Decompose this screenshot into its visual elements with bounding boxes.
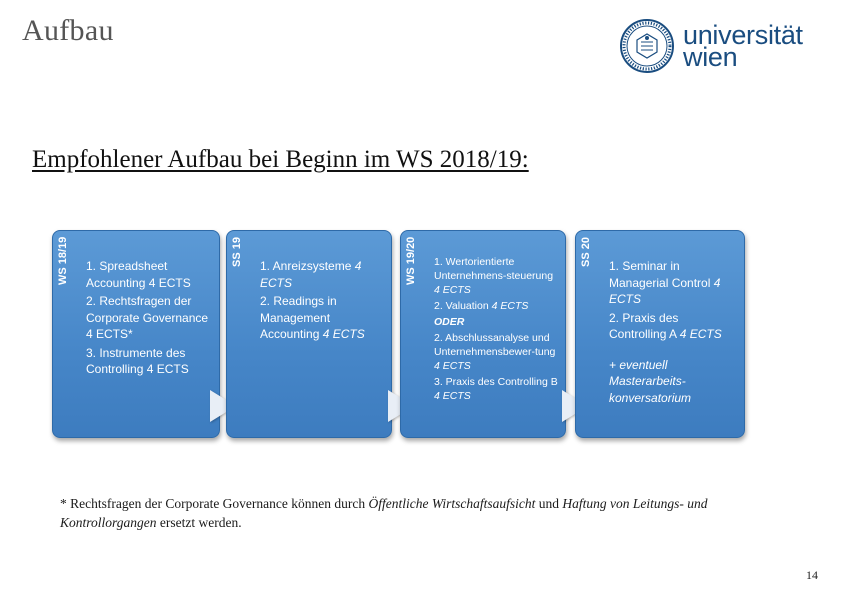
course-item bbox=[434, 331, 559, 373]
course-item bbox=[434, 255, 559, 297]
ects-label: 4 ECTS bbox=[434, 284, 471, 296]
alternative-label: ODER bbox=[434, 316, 465, 328]
university-wordmark bbox=[683, 20, 803, 72]
footnote-emphasis: Haftung von Leitungs- und Kontrollorgangen bbox=[60, 496, 708, 530]
logo-line-1: universität bbox=[683, 20, 803, 50]
university-seal-icon bbox=[619, 18, 675, 74]
course-text: 1. Wertorientierte Unternehmens-steuerung bbox=[434, 256, 554, 282]
course-item bbox=[260, 258, 385, 291]
course-text: 3. Instrumente des Controlling 4 ECTS bbox=[86, 345, 189, 376]
course-item bbox=[609, 258, 738, 308]
course-text: 1. Seminar in Managerial Control bbox=[609, 259, 711, 290]
course-item bbox=[86, 293, 213, 343]
course-text: 2. Readings in Management Accounting bbox=[260, 294, 337, 341]
logo-line-2: wien bbox=[683, 42, 738, 72]
course-text: 1. Anreizsysteme bbox=[260, 259, 352, 273]
course-item bbox=[609, 310, 738, 343]
course-text: 2. Praxis des Controlling A bbox=[609, 310, 679, 341]
footnote-text: und bbox=[535, 496, 563, 511]
semester-card-ss20 bbox=[575, 230, 745, 438]
ects-label: 4 ECTS bbox=[609, 275, 721, 306]
course-text: 1. Spreadsheet Accounting 4 ECTS bbox=[86, 259, 191, 290]
course-text: 2. Valuation bbox=[434, 300, 489, 312]
course-item bbox=[86, 345, 213, 378]
semester-card-ws1819 bbox=[52, 230, 220, 438]
semester-label: SS 20 bbox=[580, 237, 592, 267]
semester-card-ss19 bbox=[226, 230, 392, 438]
slide-title: Aufbau bbox=[22, 14, 114, 47]
footnote-text: ersetzt werden. bbox=[156, 515, 242, 530]
semester-label: WS 19/20 bbox=[405, 237, 417, 286]
footnote-emphasis: Öffentliche Wirtschaftsaufsicht bbox=[368, 496, 536, 511]
course-text: 2. Abschlussanalyse und Unternehmensbewer-tung bbox=[434, 332, 556, 358]
course-item bbox=[434, 375, 559, 403]
footnote bbox=[60, 494, 760, 532]
optional-item: + eventuell Masterarbeits-konversatorium bbox=[609, 357, 692, 405]
university-logo bbox=[619, 18, 803, 74]
page-number: 14 bbox=[806, 568, 818, 582]
semester-card-ws1920 bbox=[400, 230, 566, 438]
ects-label: 4 ECTS bbox=[491, 300, 529, 312]
ects-label: 4 ECTS bbox=[434, 360, 471, 372]
footnote-text: * Rechtsfragen der Corporate Governance können durch bbox=[60, 496, 369, 511]
section-heading: Empfohlener Aufbau bei Beginn im WS 2018/19: bbox=[32, 146, 529, 173]
course-text: 2. Rechtsfragen der Corporate Governance 4 ECTS* bbox=[86, 294, 209, 341]
course-flow bbox=[52, 230, 752, 440]
course-item bbox=[434, 299, 559, 313]
course-text: 3. Praxis des Controlling B bbox=[434, 376, 558, 388]
ects-label: 4 ECTS bbox=[434, 390, 471, 402]
semester-label: WS 18/19 bbox=[57, 237, 69, 286]
course-item bbox=[260, 293, 385, 343]
ects-label: 4 ECTS bbox=[679, 327, 722, 341]
ects-label: 4 ECTS bbox=[322, 327, 365, 341]
ects-label: 4 ECTS bbox=[260, 259, 362, 290]
semester-label: SS 19 bbox=[231, 237, 243, 267]
course-item bbox=[86, 258, 213, 291]
